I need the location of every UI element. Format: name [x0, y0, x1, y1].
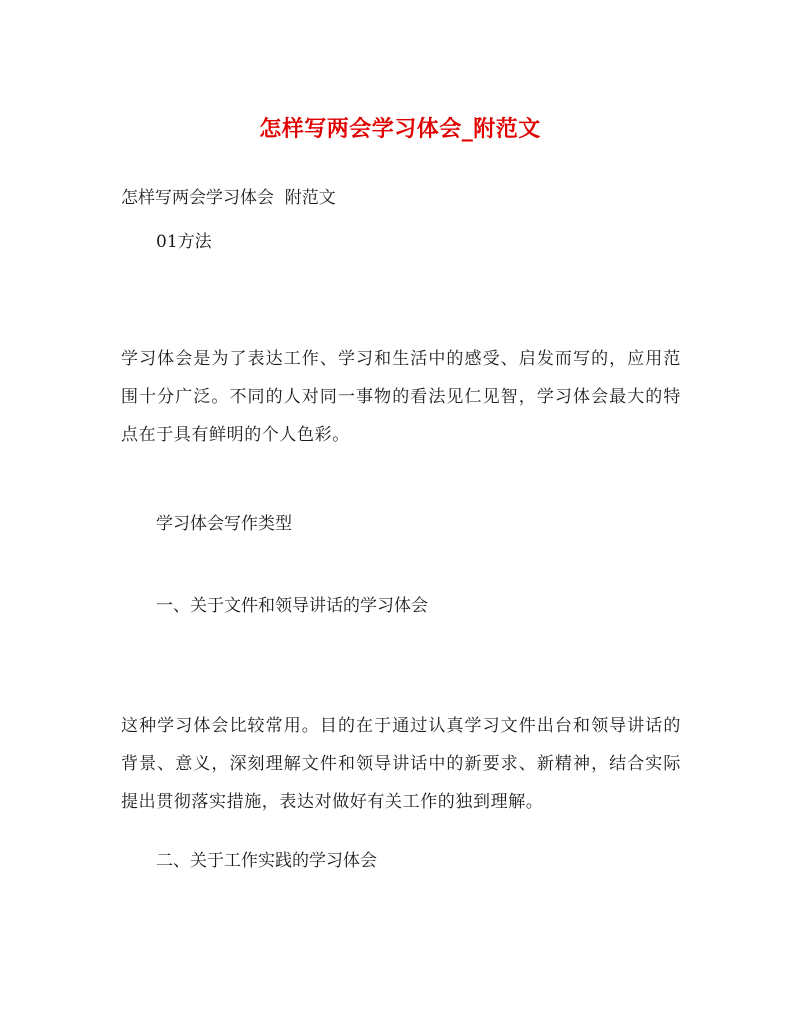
paragraph-intro: 学习体会是为了表达工作、学习和生活中的感受、启发而写的，应用范围十分广泛。不同的人对同一事物的看法见仁见智，学习体会最大的特点在于具有鲜明的个人色彩。: [121, 349, 681, 445]
document-subtitle: 怎样写两会学习体会 附范文: [121, 188, 336, 208]
paragraph-documents-speeches: 这种学习体会比较常用。目的在于通过认真学习文件出台和领导讲话的背景、意义，深刻理解文件和领导讲话中的新要求、新精神，结合实际提出贯彻落实措施，表达对做好有关工作的独到理解。: [121, 716, 681, 812]
document-title: 怎样写两会学习体会_附范文: [259, 116, 541, 142]
heading-documents-speeches: 一、关于文件和领导讲话的学习体会: [156, 596, 428, 616]
section-label: 01方法: [156, 232, 212, 252]
heading-writing-types: 学习体会写作类型: [156, 514, 292, 534]
heading-work-practice: 二、关于工作实践的学习体会: [156, 851, 377, 871]
